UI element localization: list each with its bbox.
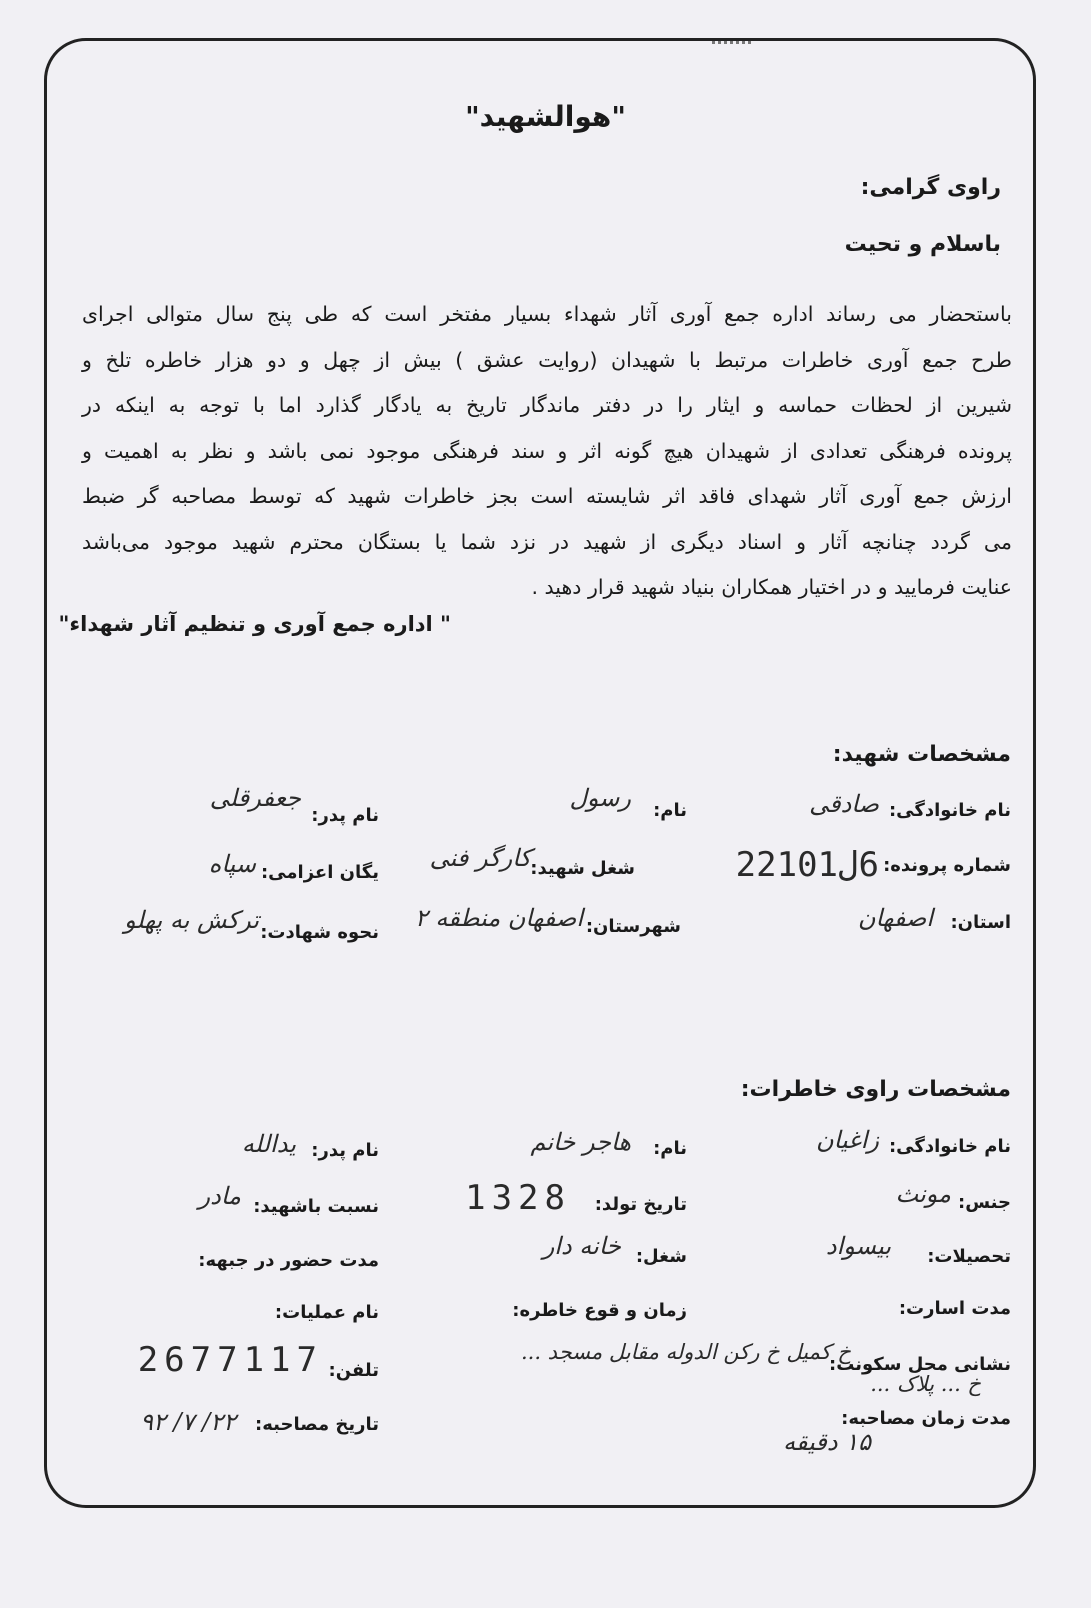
greeting: باسلام و تحیت (844, 232, 1001, 257)
narrator-address-line1: خ کمیل خ رکن الدوله مقابل مسجد ... (520, 1340, 851, 1364)
narrator-gender-label: جنس: (958, 1192, 1011, 1213)
martyr-heading: مشخصات شهید: (832, 742, 1011, 767)
martyr-name-label: نام: (653, 800, 687, 821)
narrator-address-line2: خ ... پلاک ... (870, 1372, 981, 1396)
narrator-birth-label: تاریخ تولد: (594, 1194, 687, 1215)
narrator-operation-label: نام عملیات: (274, 1302, 379, 1323)
martyr-city-value: اصفهان منطقه ۲ (414, 904, 583, 932)
narrator-phone-label: تلفن: (328, 1360, 379, 1381)
martyr-family-label: نام خانوادگی: (888, 800, 1011, 821)
paragraph-line: شیرین از لحظات حماسه و ایثار را در دفتر ماندگار تاریخ به یادگار گذارد اما با توجه به اینکه در (82, 393, 1012, 417)
martyr-city-label: شهرستان: (585, 916, 681, 937)
narrator-birth-value: 1328 (465, 1178, 571, 1218)
signature: " اداره جمع آوری و تنظیم آثار شهداء" (58, 612, 451, 636)
narrator-duration-label: مدت زمان مصاحبه: (841, 1408, 1011, 1429)
martyr-name-value: رسول (569, 784, 631, 812)
document-title: "هوالشهید" (465, 100, 626, 133)
paragraph-line: باستحضار می رساند اداره جمع آوری آثار شهداء بسیار مفتخر است که طی پنج سال متوالی اجرای (82, 302, 1012, 326)
narrator-job-value: خانه دار (542, 1232, 621, 1260)
scan-speck (712, 41, 752, 44)
narrator-job-label: شغل: (635, 1246, 687, 1267)
narrator-father-label: نام پدر: (311, 1140, 379, 1161)
narrator-name-value: هاجر خانم (530, 1128, 631, 1156)
martyr-father-label: نام پدر: (311, 805, 379, 826)
narrator-front-label: مدت حضور در جبهه: (198, 1250, 379, 1271)
letter-paragraph (82, 292, 1012, 611)
paragraph-line: طرح جمع آوری خاطرات مرتبط با شهیدان (روایت عشق ) بیش از چهل و دو هزار خاطره تلخ و (82, 347, 1012, 372)
narrator-phone-value: 2677117 (137, 1340, 323, 1380)
narrator-relation-label: نسبت باشهید: (253, 1196, 379, 1217)
salutation: راوی گرامی: (860, 175, 1001, 200)
narrator-family-label: نام خانوادگی: (888, 1136, 1011, 1157)
narrator-father-value: یدالله (241, 1130, 296, 1158)
narrator-memory-time-label: زمان و قوع خاطره: (512, 1300, 687, 1321)
martyr-province-label: استان: (950, 912, 1011, 933)
paragraph-line: می گردد چنانچه آثار و اسناد دیگری از شهید در نزد شما یا بستگان محترم شهید موجود می‌باشد (82, 529, 1012, 554)
narrator-education-value: بیسواد (825, 1232, 891, 1260)
narrator-duration-value: ۱۵ دقیقه (783, 1428, 871, 1456)
narrator-interview-date-label: تاریخ مصاحبه: (255, 1414, 379, 1435)
martyr-job-value: کارگر فنی (429, 844, 531, 872)
narrator-address-label: نشانی محل سکونت: (829, 1354, 1011, 1375)
martyr-unit-value: سپاه (208, 850, 256, 878)
narrator-heading: مشخصات راوی خاطرات: (740, 1077, 1011, 1102)
document-border (44, 38, 1036, 1508)
paragraph-line: پرونده فرهنگی تعدادی از شهیدان هیچ گونه اثر و سند فرهنگی موجود نمی باشد و نظر به اهمیت و (82, 438, 1012, 463)
martyr-province-value: اصفهان (857, 904, 933, 932)
paragraph-line: عنایت فرمایید و در اختیار همکاران بنیاد شهید قرار دهید . (531, 575, 1012, 599)
martyr-manner-value: ترکش به پهلو (124, 906, 259, 934)
martyr-father-value: جعفرقلی (209, 784, 301, 812)
martyr-job-label: شغل شهید: (530, 858, 635, 879)
narrator-family-value: زاغیان (816, 1126, 879, 1154)
martyr-unit-label: یگان اعزامی: (260, 862, 379, 883)
martyr-manner-label: نحوه شهادت: (260, 922, 379, 943)
narrator-gender-value: مونث (895, 1180, 951, 1208)
narrator-captivity-label: مدت اسارت: (898, 1298, 1011, 1319)
martyr-file-value: 6ل22101 (735, 845, 879, 885)
paragraph-line: ارزش جمع آوری آثار شهدای فاقد اثر شایسته است بجز خاطرات شهید که توسط مصاحبه گر ضبط (82, 484, 1012, 508)
narrator-interview-date-value: ۲۲/ ۷/ ۹۲ (140, 1408, 236, 1436)
martyr-family-value: صادقی (809, 790, 879, 818)
narrator-education-label: تحصیلات: (927, 1246, 1011, 1267)
narrator-name-label: نام: (653, 1138, 687, 1159)
narrator-relation-value: مادر (198, 1182, 241, 1210)
martyr-file-label: شماره پرونده: (883, 855, 1011, 876)
